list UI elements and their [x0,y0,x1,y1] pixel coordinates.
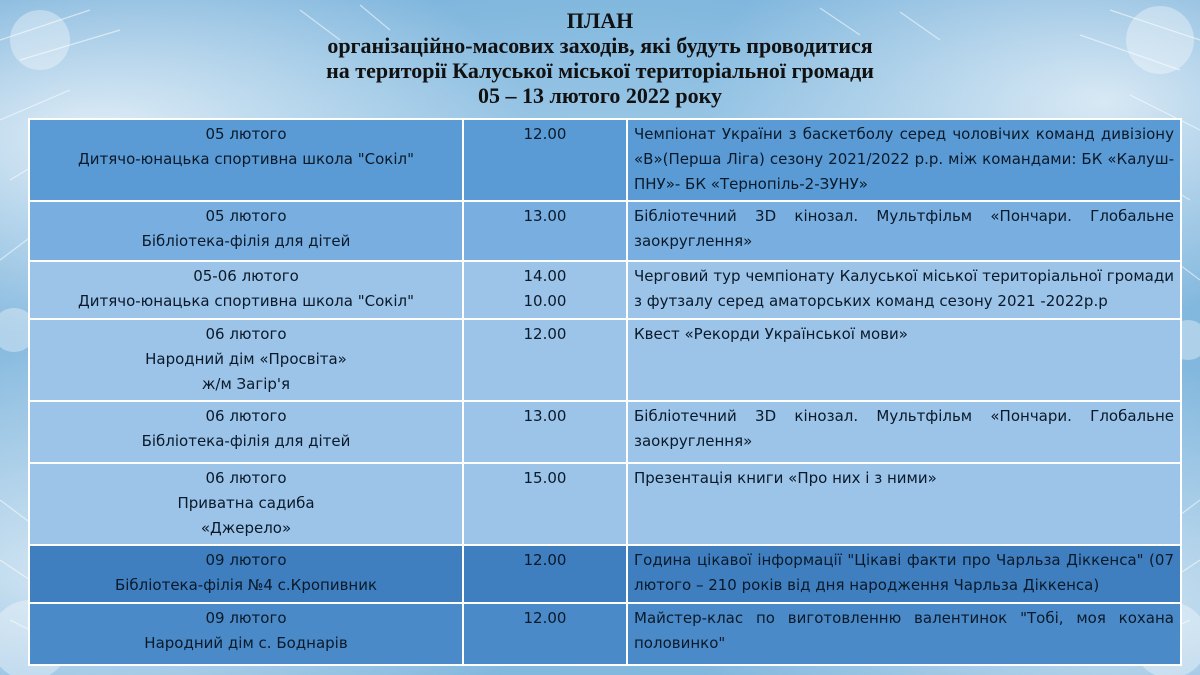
table-row [29,401,1181,463]
time-cell [463,463,627,545]
event-cell: Квест «Рекорди Української мови» [627,319,1181,401]
event-cell: Бібліотечний 3D кінозал. Мультфільм «Пончари. Глобальне заокруглення» [627,201,1181,261]
place-cell [29,201,463,261]
time-cell [463,319,627,401]
event-date: 06 лютого [205,407,287,425]
event-venue: Народний дім «Просвіта» [145,350,347,368]
header-date-range: 05 – 13 лютого 2022 року [478,83,722,108]
time-cell [463,603,627,665]
event-venue: Народний дім с. Боднарів [144,634,348,652]
event-date: 09 лютого [205,551,287,569]
event-date: 05 лютого [205,125,287,143]
event-cell: Презентація книги «Про них і з ними» [627,463,1181,545]
header-subtitle-2: на території Калуської міської територіальної громади [326,58,874,83]
event-date: 05 лютого [205,207,287,225]
time-cell [463,261,627,319]
event-cell: Майстер-клас по виготовленню валентинок "Тобі, моя кохана половинко" [627,603,1181,665]
event-date: 06 лютого [205,469,287,487]
table-row [29,261,1181,319]
event-time: 10.00 [523,292,567,310]
event-date: 06 лютого [205,325,287,343]
event-venue-detail: «Джерело» [200,519,292,537]
header-subtitle-1: організаційно-масових заходів, які будуть проводитися [327,33,873,58]
event-cell: Черговий тур чемпіонату Калуської міської територіальної громади з футзалу серед аматорських команд сезону 2021 -2022р.р [627,261,1181,319]
event-time: 12.00 [523,325,567,343]
event-venue: Дитячо-юнацька спортивна школа "Сокіл" [78,150,414,168]
event-time: 15.00 [523,469,567,487]
event-venue: Дитячо-юнацька спортивна школа "Сокіл" [78,292,414,310]
place-cell [29,603,463,665]
event-cell: Бібліотечний 3D кінозал. Мультфільм «Пончари. Глобальне заокруглення» [627,401,1181,463]
event-venue: Бібліотека-філія №4 с.Кропивник [114,576,378,594]
event-date: 09 лютого [205,609,287,627]
event-cell: Чемпіонат України з баскетболу серед чоловічих команд дивізіону «В»(Перша Ліга) сезону 2021/2022 р.р. між командами: БК «Калуш-ПНУ»- БК «Тернопіль-2-ЗУНУ» [627,119,1181,201]
event-venue: Бібліотека-філія для дітей [141,432,351,450]
table-row [29,119,1181,201]
event-cell: Година цікавої інформації "Цікаві факти про Чарльза Діккенса" (07 лютого – 210 років від дня народження Чарльза Діккенса) [627,545,1181,603]
event-venue: Бібліотека-філія для дітей [141,232,351,250]
event-venue-detail: ж/м Загір'я [201,375,291,393]
table-row [29,603,1181,665]
time-cell [463,201,627,261]
header-title: ПЛАН [566,8,634,33]
table-row [29,545,1181,603]
event-venue: Приватна садиба [177,494,315,512]
table-row [29,319,1181,401]
event-time: 12.00 [523,609,567,627]
place-cell [29,401,463,463]
page-header [0,8,1200,108]
place-cell [29,119,463,201]
table-row [29,463,1181,545]
event-date: 05-06 лютого [193,267,299,285]
event-time: 13.00 [523,407,567,425]
events-table [28,118,1182,666]
time-cell [463,401,627,463]
event-time: 14.00 [523,267,567,285]
table-row [29,201,1181,261]
place-cell [29,319,463,401]
place-cell [29,261,463,319]
place-cell [29,545,463,603]
event-time: 12.00 [523,125,567,143]
time-cell [463,545,627,603]
event-time: 12.00 [523,551,567,569]
place-cell [29,463,463,545]
time-cell [463,119,627,201]
event-time: 13.00 [523,207,567,225]
